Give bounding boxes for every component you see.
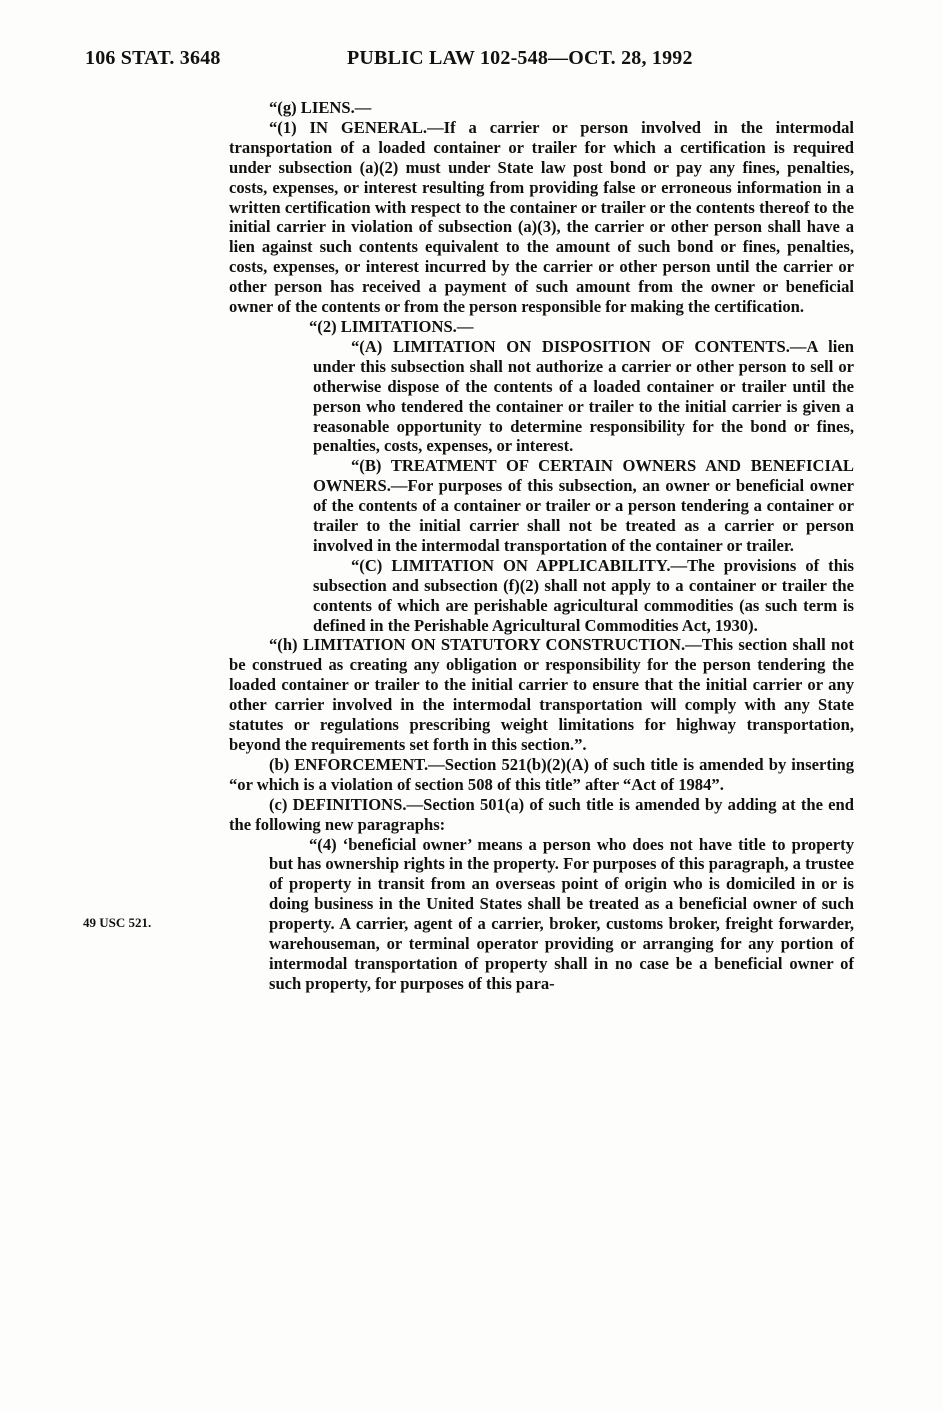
- page-header: [0, 47, 943, 79]
- subparagraph-g2B: “(B) TREATMENT OF CERTAIN OWNERS AND BENEFICIAL OWNERS.—For purposes of this subsection, an owner or beneficial owner of the contents of a container or trailer or a person tendering a container or trailer to the initial carrier shall not be treated as a carrier or person involved in the intermodal transportation of the container or trailer.: [313, 456, 854, 555]
- subsection-b-enforcement: (b) ENFORCEMENT.—Section 521(b)(2)(A) of such title is amended by inserting “or which is a violation of section 508 of this title” after “Act of 1984”.: [229, 754, 854, 794]
- statute-text: [229, 98, 854, 994]
- subsection-h: “(h) LIMITATION ON STATUTORY CONSTRUCTION.—This section shall not be construed as creating any obligation or responsibility for the person tendering the loaded container or trailer to the initial carrier to ensure that the initial carrier or any other carrier involved in the intermodal transportation will comply with any State statutes or regulations prescribing weight limitations for highway transportation, beyond the requirements set forth in this section.”.: [229, 635, 854, 754]
- subparagraph-g2A: “(A) LIMITATION ON DISPOSITION OF CONTENTS.—A lien under this subsection shall not authorize a carrier or other person to sell or otherwise dispose of the contents of a loaded container or trailer until the person who tendered the container or trailer to the initial carrier is given a reasonable opportunity to determine responsibility for the bond or fines, penalties, costs, expenses, or interest.: [313, 336, 854, 456]
- definition-4-beneficial-owner: “(4) ‘beneficial owner’ means a person who does not have title to property but has ownership rights in the property. For purposes of this paragraph, a trustee of property in transit from an overseas point of origin who is domiciled in or is doing business in the United States shall be treated as a beneficial owner of such property. A carrier, agent of a carrier, broker, customs broker, freight forwarder, warehouseman, or terminal operator providing or arranging for any portion of intermodal transportation of property shall in no case be a beneficial owner of such property, for purposes of this para-: [269, 834, 854, 993]
- paragraph-g1-in-general: “(1) IN GENERAL.—If a carrier or person involved in the intermodal transportation of a loaded container or trailer for which a certification is required under subsection (a)(2) must under State law post bond or pay any fines, penalties, costs, expenses, or interest resulting from providing false or erroneous information in a written certification with respect to the container or trailer or the contents thereof to the initial carrier in violation of subsection (a)(3), the carrier or other person shall have a lien against such contents equivalent to the amount of such bond or fines, penalties, costs, expenses, or interest incurred by the carrier or other person until the carrier or other person has received a payment of such amount from the owner or beneficial owner of the contents or from the person responsible for making the certification.: [229, 117, 854, 317]
- statute-page-number: 106 STAT. 3648: [85, 47, 221, 69]
- margin-citation: 49 USC 521.: [83, 915, 152, 930]
- subsection-g-heading: “(g) LIENS.—: [269, 98, 372, 117]
- running-title: PUBLIC LAW 102-548—OCT. 28, 1992: [347, 47, 693, 69]
- subsection-c-definitions: (c) DEFINITIONS.—Section 501(a) of such title is amended by adding at the end the following new paragraphs:: [229, 794, 854, 834]
- subparagraph-g2C: “(C) LIMITATION ON APPLICABILITY.—The provisions of this subsection and subsection (f)(2) shall not apply to a container or trailer the contents of which are perishable agricultural commodities (as such term is defined in the Perishable Agricultural Commodities Act, 1930).: [313, 555, 854, 635]
- paragraph-g2-heading: “(2) LIMITATIONS.—: [309, 316, 474, 336]
